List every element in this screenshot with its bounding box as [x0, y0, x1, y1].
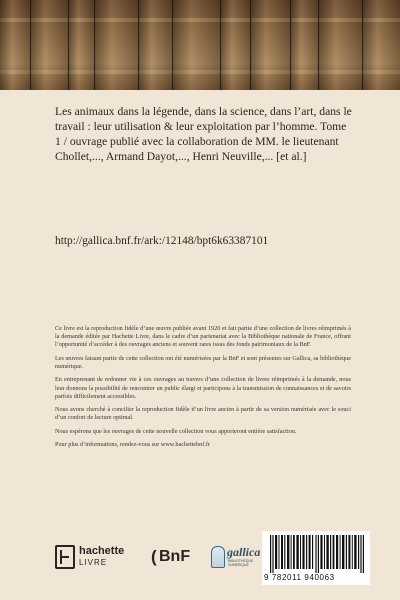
book-shelf-photo [0, 0, 400, 90]
paragraph: Les œuvres faisant partie de cette collection ont été numérisées par la BnF et sont présentes sur Gallica, sa bibliothèque numérique. [55, 354, 351, 370]
collection-description [55, 325, 351, 455]
gallica-logo [211, 543, 261, 573]
paragraph: Pour plus d’informations, rendez-vous sur www.hachettebnf.fr [55, 441, 210, 449]
gallica-logo-name: gallica [227, 545, 261, 559]
bnf-logo [151, 547, 201, 569]
hachette-logo-sub: LIVRE [79, 558, 108, 567]
gallica-logo-sub: BIBLIOTHÈQUE NUMÉRIQUE [228, 559, 254, 567]
isbn-barcode [262, 531, 370, 585]
paragraph: Ce livre est la reproduction fidèle d’une œuvre publiée avant 1920 et fait partie d’une collection de livres réimprimés à la demande éditée par Hachette Livre, dans le cadre d’un partenariat avec la Bibliothèque nationale de France, offrant l’opportunité d’accéder à des ouvrages anciens et souvent rares issus des fonds patrimoniaux de la BnF. [55, 325, 351, 349]
barcode-icon [270, 535, 364, 573]
bnf-logo-text: BnF [159, 548, 191, 565]
gallica-url[interactable]: http://gallica.bnf.fr/ark:/12148/bpt6k63387101 [55, 235, 269, 247]
hachette-h-icon [55, 545, 75, 569]
gallica-emblem-icon [211, 546, 225, 568]
publisher-logos [55, 543, 261, 573]
paragraph: Nous avons cherché à concilier la reproduction fidèle d’un livre ancien à partir de sa version numérisée avec le souci d’un confort de lecture optimal. [55, 406, 351, 422]
paragraph: Nous espérons que les ouvrages de cette nouvelle collection vous apporteront entière satisfaction. [55, 427, 297, 435]
hachette-logo-name: hachette [79, 545, 125, 557]
isbn-number: 9 782011 940063 [264, 573, 335, 582]
paragraph: En entreprenant de redonner vie à ces ouvrages au travers d’une collection de livres réimprimés à la demande, nous leur donnons la possibilité de rencontrer un public élargi et participons à la transmission de connaissances et de savoirs parfois difficilement accessibles. [55, 376, 351, 400]
hachette-livre-logo [55, 543, 135, 571]
bnf-bracket-icon: ( [151, 547, 157, 566]
book-title: Les animaux dans la légende, dans la science, dans l’art, dans le travail : leur utilisation & leur exploitation par l’homme. Tome 1 / ouvrage publié avec la collaboration de MM. le lieutenant Chollet,..., Armand Dayot,..., Henri Neuville,... [et al.] [55, 105, 352, 163]
